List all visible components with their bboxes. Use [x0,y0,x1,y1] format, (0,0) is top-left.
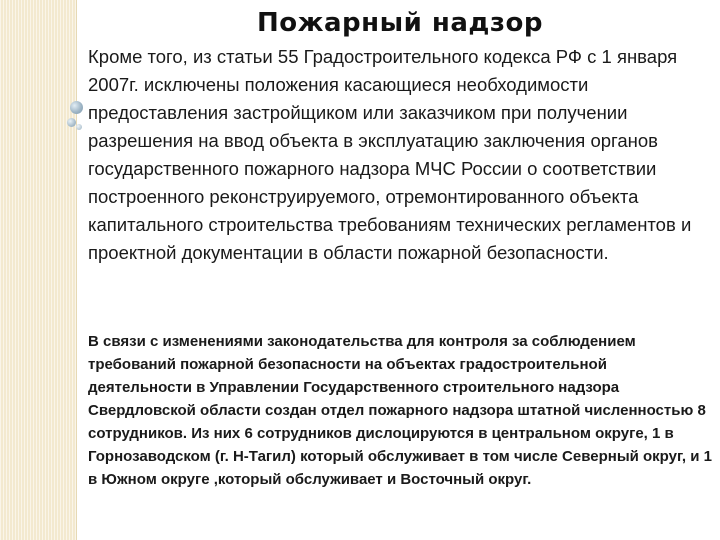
decorative-dot [67,118,76,127]
body-paragraph: Кроме того, из статьи 55 Градостроительного кодекса РФ с 1 января 2007г. исключены положения касающиеся необходимости предоставления застройщиком или заказчиком при получении разрешения на ввод объекта в эксплуатацию заключения органов государственного пожарного надзора МЧС России о соответствии построенного реконструируемого, отремонтированного объекта капитального строительства требованиям технических регламентов и проектной документации в области пожарной безопасности. [88,46,692,263]
decorative-dot [76,124,82,130]
slide-title: Пожарный надзор [257,8,543,38]
decorative-side-band [0,0,77,540]
bold-paragraph: В связи с изменениями законодательства для контроля за соблюдением требований пожарной безопасности на объектах градостроительной деятельности в Управлении Государственного строительного надзора Свердловской области создан отдел пожарного надзора штатной численностью 8 сотрудников. Из них 6 сотрудников дислоцируются в центральном округе, 1 в Горнозаводском (г. Н-Тагил) который обслуживает в том числе Северный округ, и 1 в Южном округе ,который обслуживает и Восточный округ. [88,333,712,488]
decorative-dot [70,101,83,114]
